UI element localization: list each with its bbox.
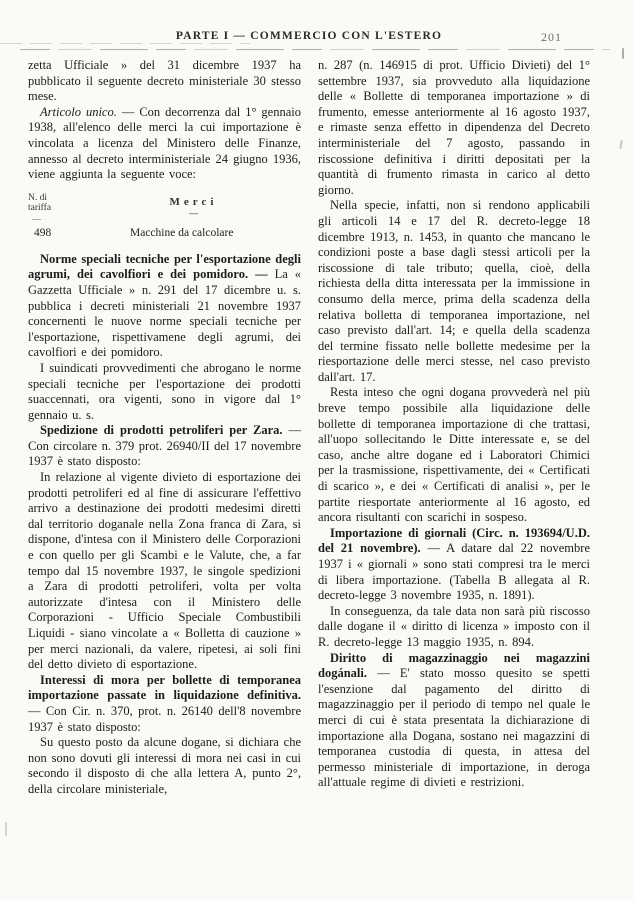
header-underline-dash: — <box>32 213 41 224</box>
paragraph-nella-specie: Nella specie, infatti, non si rendono applicabili gli articoli 14 e 17 del R. decreto-legge 18 dicembre 1913, n. 1453, in quanto che mancano le condizioni poste a base dagli stessi articoli per la riscossione di tale tributo; quella, cioè, della richiesta della ditta interessata per la immissione in consumo della merce, prima della scadenza della relativa bolletta di temporanea importazione, nel caso previsto dall'art. 14; e quella della scadenza del termine fissato nelle bollette medesime per la riesportazione delle merci stesse, nel caso previsto dall'art. 17. <box>318 198 590 384</box>
paragraph-norme-speciali <box>28 252 301 361</box>
header-underline-dash: — <box>189 208 198 219</box>
tariff-number-header-line2: tariffa <box>28 203 52 214</box>
scan-artifact <box>619 140 622 149</box>
tariff-number-value: 498 <box>34 226 52 239</box>
left-column <box>28 58 301 798</box>
paragraph-in-conseguenza: In conseguenza, da tale data non sarà più riscosso dalle dogane il « diritto di licenza » imposto con il R. decreto-legge 13 maggio 1935, n. 894. <box>318 603 590 649</box>
tariff-table <box>28 193 301 240</box>
section-heading: Norme speciali tecniche per l'esportazione degli agrumi, dei cavolfiori e dei pomidoro. — <box>28 251 301 282</box>
paragraph-text: — Con Cir. n. 370, prot. n. 26140 dell'8 novembre 1937 è stato disposto: <box>28 703 301 734</box>
paragraph-importazione-giornali <box>318 526 590 604</box>
scan-artifact <box>622 48 624 59</box>
paragraph-suindicati: I suindicati provvedimenti che abrogano le norme speciali tecniche per l'esportazione dei prodotti suaccennati, ora vigenti, sono in vigore dal 1° gennaio u. s. <box>28 360 301 422</box>
tariff-table-row <box>28 227 301 240</box>
header-rule-faint <box>0 43 250 44</box>
paragraph-text: — Con circolare n. 379 prot. 26940/II del 17 novembre 1937 è stato disposto: <box>28 423 302 469</box>
paragraph-text: — A datare dal 22 novembre 1937 i « giornali » sono stati compresi tra le merci di libera importazione. (Tabella B allegata al R. decreto-legge 3 novembre 1935, n. 1891). <box>318 541 590 603</box>
page-header-title: PARTE I — COMMERCIO CON L'ESTERO <box>175 30 443 42</box>
section-heading: Interessi di mora per bollette di temporanea importazione passate in liquidazione definitiva. <box>28 672 301 703</box>
goods-value: Macchine da calcolare <box>130 226 234 239</box>
tariff-number-header <box>28 193 86 223</box>
header-rule <box>20 49 610 50</box>
section-heading: Spedizione di prodotti petroliferi per Zara. <box>40 423 283 438</box>
section-heading: Importazione di giornali (Circ. n. 193694/U.D. del 21 novembre). <box>318 525 590 556</box>
articolo-unico-label: Articolo unico. <box>40 104 117 119</box>
goods-header <box>86 193 301 223</box>
two-column-body <box>28 58 590 798</box>
paragraph-articolo-unico <box>28 105 301 183</box>
paragraph-relazione-divieto: In relazione al vigente divieto di esportazione dei prodotti petroliferi ed al fine di assicurare l'effettivo arrivo a destinazione dei prodotti medesimi diretti dal territorio doganale nella Zona franca di Zara, si dispone, d'intesa con il Ministero delle Corporazioni e con quello per gli Scambi e le Valute, che, a far tempo dal 15 novembre 1937, le singole spedizioni a Zara di prodotti petroliferi, volta per volta autorizzate d'intesa con il Ministero delle Corporazioni - Ufficio Speciale Combustibili Liquidi - siano vincolate a « Bolletta di cauzione » per merci nazionali, da valere, ripetesi, ai soli fini del detto divieto di esportazione. <box>28 470 301 672</box>
paragraph-continuation: zetta Ufficiale » del 31 dicembre 1937 ha pubblicato il seguente decreto ministeriale 30 stesso mese. <box>28 58 301 104</box>
paragraph-resta-inteso: Resta inteso che ogni dogana provvederà nel più breve tempo possibile alla liquidazione delle bollette di temporanea importazione di che trattasi, all'uopo sollecitando le Ditte interessate e, se del caso, anche altre dogane ed i Laboratori Chimici per la trasmissione, rispettivamente, dei « Certificati di scarico », e dei « Certificati di analisi », per le partite riesportate anteriormente al 16 agosto, ed ancora risultanti con scarichi in sospeso. <box>318 385 590 525</box>
paragraph-su-questo: Su questo posto da alcune dogane, si dichiara che non sono dovuti gli interessi di mora nei casi in cui secondo il disposto di che alla lettera A, punto 2°, della circolare ministeriale, <box>28 735 301 796</box>
section-heading: Diritto di magazzinaggio nei magazzini dogánali. <box>318 650 590 681</box>
paragraph-interessi-mora <box>28 673 301 735</box>
tariff-table-header <box>28 193 301 223</box>
goods-header-label: Merci <box>169 195 218 208</box>
paragraph-spedizione-zara <box>28 423 301 470</box>
page-number: 201 <box>541 30 562 44</box>
paragraph-continuation: n. 287 (n. 146915 di prot. Ufficio Divieti) del 1° settembre 1937, sia provveduto alla liquidazione delle « Bollette di temporanea importazione » di frumento, emesse anteriormente al 16 agosto 1937, e rimaste senza effetto in dipendenza del Decreto interministeriale del 7 agosto, passando in riscossione definitiva i diritti depositati per la quantità di frumento rimasta in carico al detto giorno. <box>318 58 590 197</box>
paragraph-text: La « Gazzetta Ufficiale » n. 291 del 17 dicembre u. s. pubblica i decreti ministeriali 21 novembre 1937 concernenti le nuove norme speciali tecniche per l'esportazione, rispettivamene degli agrumi, dei cavolfiori e dei pomidoro. <box>28 267 301 360</box>
paragraph-text: — Con decorrenza dal 1° gennaio 1938, all'elenco delle merci la cui importazione è vincolata a licenza del Ministero delle Finanze, annesso al decreto interministeriale 24 giugno 1936, viene aggiunta la seguente voce: <box>28 104 301 182</box>
right-column <box>318 58 590 798</box>
paragraph-diritto-magazzinaggio <box>318 651 590 791</box>
tariff-number-header-line1: N. di <box>28 192 47 203</box>
paragraph-text: — E' stato mosso quesito se spetti l'esenzione dal pagamento del diritto di magazzinaggio per il periodo di tempo nel quale le merci di cui è stata presentata la dichiarazione di importazione alla Dogana, sostano nei magazzini di temporanea custodia di questa, in attesa del permesso ministeriale di importazione, in deroga all'attuale regime di divieti e restrizioni. <box>318 666 590 790</box>
scan-artifact <box>5 822 7 836</box>
